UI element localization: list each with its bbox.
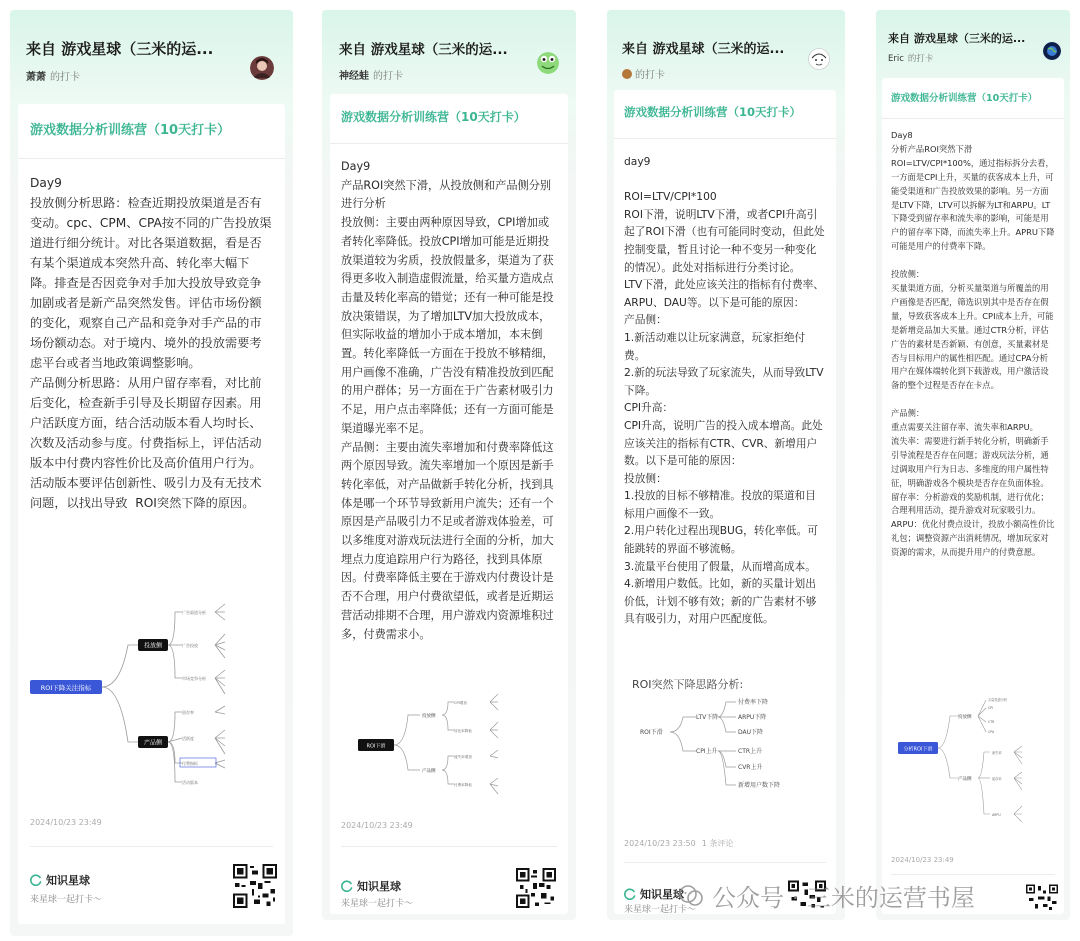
zsxq-brand: 知识星球 bbox=[341, 878, 401, 894]
mindmap-image[interactable] bbox=[350, 690, 550, 800]
camp-title[interactable]: 游戏数据分析训练营（10天打卡） bbox=[18, 104, 285, 159]
card-header bbox=[607, 10, 845, 81]
post-text: Day9 投放侧分析思路：检查近期投放渠道是否有变动。cpc、CPM、CPA按不同的广告投放渠道进行细分统计。对比各渠道数据，看是否有某个渠道成本突然升高、转化率大幅下降。排查是否因竞争对手加大投放导致竞争加剧或者是新产品突然发售。评估市场份额的变化，观察自己产品和竞争对手产品的市场份额动态。对于境内、境外的投放需要考虑平台或者当地政策调整影响。 产品侧分析思路：从用户留存率看，对比前后变化，检查新手引导及长期留存因素。用户活跃度方面，结合活动版本看人均时长、次数及活动参与度。付费指标上，评估活动版本中付费内容性价比及高价值用户行为。活动版本要评估创新性、吸引力及有无技术问题，以找出导致 ROI突然下降的原因。 bbox=[30, 176, 272, 510]
svg-text:ARPU: ARPU bbox=[992, 813, 1001, 817]
comment-count[interactable]: 1 条评论 bbox=[701, 839, 734, 848]
qr-code-icon[interactable] bbox=[233, 864, 277, 908]
svg-text:转化率降低: 转化率降低 bbox=[454, 729, 472, 733]
card-header bbox=[322, 10, 576, 82]
svg-text:活跃度: 活跃度 bbox=[182, 736, 194, 741]
author-name[interactable]: 神经蛙 bbox=[339, 71, 369, 82]
checkin-card-1[interactable] bbox=[10, 10, 293, 936]
zsxq-brand: 知识星球 bbox=[30, 872, 90, 888]
svg-text:付费率降低: 付费率降低 bbox=[454, 783, 472, 787]
timestamp: 2024/10/23 23:49 bbox=[341, 821, 413, 830]
watermark-text: 公众号 · 三米的运营书屋 bbox=[712, 884, 975, 912]
cookie-icon[interactable] bbox=[622, 69, 632, 79]
qr-code-icon[interactable] bbox=[516, 868, 556, 908]
post-body bbox=[330, 94, 568, 914]
divider bbox=[341, 846, 557, 847]
byline-suffix: 的打卡 bbox=[635, 70, 665, 81]
avatar[interactable] bbox=[1043, 42, 1061, 60]
svg-text:CVR上升: CVR上升 bbox=[738, 764, 763, 771]
timestamp: 2024/10/23 23:49 bbox=[30, 818, 102, 827]
planet-logo-icon bbox=[341, 880, 353, 892]
svg-text:产品侧: 产品侧 bbox=[422, 769, 436, 774]
brand-slogan: 来星球一起打卡～ bbox=[30, 895, 103, 905]
svg-text:CTR上升: CTR上升 bbox=[738, 748, 763, 755]
svg-text:投放侧: 投放侧 bbox=[422, 714, 436, 719]
author-name[interactable]: Eric bbox=[888, 54, 904, 64]
checkin-card-4[interactable] bbox=[876, 10, 1070, 920]
svg-text:ARPU下降: ARPU下降 bbox=[738, 714, 767, 721]
qr-code-icon[interactable] bbox=[1026, 884, 1058, 912]
byline-suffix: 的打卡 bbox=[373, 71, 403, 82]
mindmap-title: ROI突然下降思路分析: bbox=[632, 678, 744, 691]
card-title: 来自 游戏星球（三米的运... bbox=[888, 32, 1026, 45]
planet-logo-icon bbox=[30, 874, 42, 886]
card-title: 来自 游戏星球（三米的运... bbox=[622, 42, 785, 57]
post-text: day9 ROI=LTV/CPI*100 ROI下滑，说明LTV下滑，或者CPI升高引起了ROI下滑（也有可能同时变动，但此处控制变量，暂且讨论一种不变另一种变化的情况）。此处对指标进行分类讨论。 LTV下滑，此处应该关注的指标有付费率、ARPU、DAU等。以下是可能的原因： 产品侧： 1.新活动难以让玩家满意，玩家拒绝付费。 2.新的玩法导致了玩家流失，从而导致LTV下降。 CPI升高： CPI升高，说明广告的投入成本增高。此处应该关注的指标有CTR、CVR、新增用户数。以下是可能的原因： 投放侧： 1.投放的目标不够精准。投放的渠道和目标用户画像不一致。 2.用户转化过程出现BUG，转化率低。可能跳转的界面不够流畅。 3.流量平台使用了假量，从而增高成本。 4.新增用户数低。比如，新的买量计划出价低，计划不够有效；新的广告素材不够具有吸引力，对用户匹配度低。 bbox=[624, 155, 825, 626]
mindmap-root-label: ROI下滑 bbox=[640, 729, 663, 736]
svg-text:活动版本: 活动版本 bbox=[182, 780, 198, 785]
svg-text:CTR: CTR bbox=[988, 720, 995, 724]
card-byline bbox=[888, 52, 1054, 64]
svg-text:留存率: 留存率 bbox=[182, 710, 194, 715]
card-byline bbox=[339, 67, 560, 82]
author-name[interactable]: 萧萧 bbox=[26, 72, 46, 83]
camp-title[interactable]: 游戏数据分析训练营（10天打卡） bbox=[882, 78, 1064, 119]
mindmap-root-label: ROI下滑 bbox=[366, 743, 386, 750]
planet-logo-icon bbox=[624, 888, 636, 900]
brand-slogan: 来星球一起打卡～ bbox=[624, 905, 697, 915]
svg-text:付费率下降: 付费率下降 bbox=[738, 699, 769, 706]
svg-text:广告渠道分析: 广告渠道分析 bbox=[182, 610, 206, 615]
avatar[interactable] bbox=[250, 56, 274, 80]
checkin-card-3[interactable] bbox=[607, 10, 845, 920]
mindmap-root-label: ROI下降关注指标 bbox=[40, 684, 92, 692]
mindmap-branch-label: 产品侧 bbox=[143, 739, 163, 747]
card-title: 来自 游戏星球（三米的运... bbox=[339, 42, 508, 58]
svg-text:CPI: CPI bbox=[988, 706, 994, 710]
wechat-watermark bbox=[678, 878, 975, 913]
svg-text:留存率: 留存率 bbox=[992, 777, 1002, 781]
mindmap-branch-label: 投放侧 bbox=[143, 642, 163, 650]
zsxq-brand: 知识星球 bbox=[624, 886, 684, 902]
wechat-icon bbox=[678, 883, 704, 909]
svg-text:新增用户数下降: 新增用户数下降 bbox=[738, 782, 781, 789]
mindmap-image[interactable] bbox=[30, 600, 275, 800]
svg-text:CPI上升: CPI上升 bbox=[696, 748, 718, 755]
divider bbox=[624, 862, 826, 863]
mindmap-root-label: 分析ROI下滑 bbox=[903, 746, 933, 753]
mindmap-image[interactable] bbox=[894, 692, 1054, 840]
svg-text:产品侧: 产品侧 bbox=[958, 777, 972, 782]
byline-suffix: 的打卡 bbox=[50, 72, 80, 83]
camp-title[interactable]: 游戏数据分析训练营（10天打卡） bbox=[330, 94, 568, 144]
svg-text:流失率增加: 流失率增加 bbox=[454, 755, 472, 759]
byline-suffix: 的打卡 bbox=[907, 54, 934, 64]
card-header bbox=[876, 10, 1070, 64]
svg-text:CPA: CPA bbox=[988, 730, 995, 734]
post-text: Day9 产品ROI突然下滑，从投放侧和产品侧分别进行分析 投放侧：主要由两种原因导致，CPI增加或者转化率降低。投放CPI增加可能是近期投放渠道较为劣质，投放假量多，渠道为了获得更多收入制造虚假流量，给买量方造成点击量及转化率高的错觉；还有一种可能是投放决策错误，为了增加LTV加大投放成本，但实际收益的增加小于成本增加，本末倒置。转化率降低一方面在于投放不够精细，用户画像不准确，广告没有精准投放到匹配的用户群体；另一方面在于广告素材吸引力不足，用户点击率降低；还有一方面可能是渠道曝光率不足。 产品侧：主要由流失率增加和付费率降低这两个原因导致。流失率增加一个原因是新手转化率低，对产品做新手转化分析，找到具体是哪一个环节导致新用户流失；还有一个原因是产品吸引力不足或者游戏体验差，可以多维度对游戏玩法进行全面的分析，加大埋点力度追踪用户行为路径，找到具体原因。付费率降低主要在于游戏内付费设计是否不合理，用户付费欲望低，或者是近期运营活动排期不合理，用户游戏内资源堆积过多，付费需求小。 bbox=[341, 160, 554, 641]
svg-text:投放侧: 投放侧 bbox=[958, 715, 972, 720]
avatar[interactable] bbox=[537, 52, 559, 74]
divider bbox=[891, 874, 1055, 875]
svg-text:CPI增加: CPI增加 bbox=[454, 701, 467, 705]
timestamp: 2024/10/23 23:49 bbox=[891, 856, 954, 864]
svg-text:广告投放: 广告投放 bbox=[182, 643, 198, 648]
divider bbox=[30, 846, 273, 847]
brand-slogan: 来星球一起打卡～ bbox=[341, 899, 414, 909]
svg-text:买量渠道分析: 买量渠道分析 bbox=[988, 698, 1008, 702]
timestamp: 2024/10/23 23:50 1 条评论 bbox=[624, 839, 734, 848]
avatar[interactable] bbox=[808, 48, 830, 70]
card-byline bbox=[26, 68, 277, 83]
svg-text:LTV下降: LTV下降 bbox=[696, 714, 719, 721]
svg-text:付费指标: 付费指标 bbox=[182, 761, 198, 766]
post-body bbox=[18, 104, 285, 924]
svg-text:市场竞争分析: 市场竞争分析 bbox=[182, 676, 206, 681]
checkin-card-2[interactable] bbox=[322, 10, 576, 920]
post-body bbox=[882, 78, 1064, 914]
post-text: Day8 分析产品ROI突然下滑 ROI=LTV/CPI*100%，通过指标拆分去看，一方面是CPI上升，买量的获客成本上升，可能受渠道和广告投放效果的影响。另一方面是LTV下降，LTV可以拆解为LT和ARPU。LT下降受到留存率和流失率的影响，可能是用户的留存率下降，而流失率上升。APRU下降可能是用户的付费率下降。 投放侧： 买量渠道方面，分析买量渠道与所覆盖的用户画像是否匹配，筛选识别其中是否存在假量，导致获客成本上升。CPI成本上升，可能是新增竞品加大买量。通过CTR分析，评估广告的素材是否新颖、有创意，买量素材是否与目标用户的属性相匹配。通过CPA分析用户在媒体端转化到下载游戏，用户激活设备的整个过程是否存在卡点。 产品侧： 重点需要关注留存率、流失率和ARPU。 流失率：需要进行新手转化分析，明确新手引导流程是否存在问题；游戏玩法分析，通过调取用户行为日志、多维度的用户属性特征，明确游戏各个模块是否存在负面体验。 留存率：分析游戏的奖励机制，进行优化；合理利用活动，提升游戏对玩家吸引力。 ARPU：优化付费点设计，投放小额高性价比礼包；调整资源产出消耗情况，增加玩家对资源的需求，从而提升用户的付费意愿。 bbox=[891, 130, 1055, 558]
card-byline bbox=[622, 66, 829, 81]
svg-text:DAU下降: DAU下降 bbox=[738, 729, 764, 736]
card-title: 来自 游戏星球（三米的运... bbox=[26, 40, 214, 58]
camp-title[interactable]: 游戏数据分析训练营（10天打卡） bbox=[614, 90, 836, 139]
mindmap-image[interactable] bbox=[628, 674, 824, 792]
svg-text:流失率: 流失率 bbox=[992, 751, 1002, 755]
post-body bbox=[614, 90, 836, 914]
